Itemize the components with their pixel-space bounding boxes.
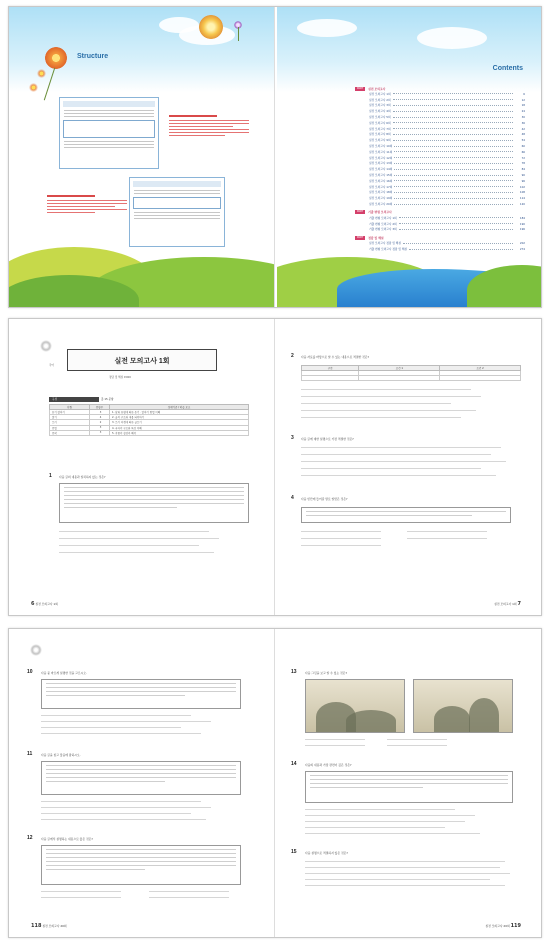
page-footer-left: 6 실전 모의고사 1회 — [31, 601, 58, 607]
toc-item-label: 실전 모의고사 12회 — [369, 155, 393, 160]
toc-item-label: 실전 모의고사 19회 — [369, 196, 393, 201]
answer-option[interactable] — [305, 879, 490, 880]
answer-option[interactable] — [41, 819, 206, 820]
question-text: 다음 글을 읽고 물음에 답하시오. — [41, 753, 81, 757]
toc-leader-dots — [394, 146, 513, 147]
toc-leader-dots — [393, 99, 513, 100]
toc-item-page: 42 — [521, 126, 525, 131]
answer-option[interactable] — [301, 417, 461, 418]
table-cell: 1. 담화 유형에 따른 듣기 · 말하기 방법 이해 — [110, 410, 249, 415]
table-cell: 문법 — [50, 425, 90, 430]
toc-leader-dots — [394, 198, 513, 199]
toc-item-label: 실전 모의고사 4회 — [369, 109, 391, 114]
toc-item-label: 실전 모의고사 8회 — [369, 132, 391, 137]
toc-leader-dots — [399, 229, 513, 230]
table-cell: 3 — [90, 430, 110, 435]
answer-option[interactable] — [41, 721, 211, 722]
answer-option[interactable] — [301, 447, 501, 448]
answer-option[interactable] — [149, 891, 229, 892]
toc-section-header: PART 기출 변형 모의고사 — [357, 210, 392, 215]
toc-item-page: 84 — [521, 167, 525, 172]
toc-item-page: 202 — [519, 241, 525, 246]
page-footer-left: 118 실전 모의고사 20회 — [31, 923, 67, 929]
toc-item-page: 48 — [521, 132, 525, 137]
toc-item-label: 실전 모의고사 7회 — [369, 126, 391, 131]
decorative-flower-icon — [29, 643, 43, 657]
painting-image — [413, 679, 513, 733]
answer-option[interactable] — [41, 801, 201, 802]
cloud-illustration — [297, 19, 357, 37]
exam-title: 실전 모의고사 1회 — [114, 358, 170, 365]
toc-item-page: 30 — [521, 115, 525, 120]
table-cell: 5. 작품의 감상과 해석 — [110, 430, 249, 435]
toc-leader-dots — [393, 122, 513, 123]
toc-item-label: 실전 모의고사 1회 — [369, 91, 391, 96]
answer-option[interactable] — [301, 410, 476, 411]
question-text: 다음 빈칸에 들어갈 말로 알맞은 것은? — [301, 497, 348, 501]
toc-leader-dots — [393, 111, 513, 112]
toc-item-label: 실전 모의고사 11회 — [369, 149, 393, 154]
sun-flower-illustration — [199, 15, 223, 39]
answer-option[interactable] — [305, 827, 445, 828]
small-flower-illustration — [37, 69, 46, 78]
toc-item-label: 실전 모의고사 9회 — [369, 138, 391, 143]
question-number: 10 — [27, 669, 33, 675]
toc-item-page: 36 — [521, 120, 525, 125]
answer-option[interactable] — [407, 531, 487, 532]
toc-item-page: 190 — [519, 221, 525, 226]
table-cell: 3 — [90, 410, 110, 415]
table-cell: 읽기 — [50, 415, 90, 420]
answer-option[interactable] — [41, 733, 201, 734]
question-text: 다음 글에서 설명하는 내용으로 옳은 것은? — [41, 837, 93, 841]
toc-item-label: 기출 변형 모의고사 1회 — [369, 215, 397, 220]
toc-item-page: 196 — [519, 227, 525, 232]
answer-option[interactable] — [305, 867, 500, 868]
answer-option[interactable] — [41, 727, 181, 728]
flower-stem — [238, 27, 239, 41]
answer-option[interactable] — [301, 475, 496, 476]
question-text: 다음 설명으로 적절하지 않은 것은? — [305, 851, 348, 855]
cloud-illustration — [417, 27, 487, 49]
painting-image — [305, 679, 405, 733]
table-cell: 3. 쓰기 과정에 따른 글쓰기 — [110, 420, 249, 425]
decorative-flower-icon — [39, 339, 53, 353]
table-cell: 2. 글의 구조와 내용 파악하기 — [110, 415, 249, 420]
answer-option[interactable] — [59, 545, 199, 546]
structure-note-1 — [169, 115, 249, 138]
toc-item-label: 실전 모의고사 20회 — [369, 202, 393, 207]
toc-leader-dots — [399, 217, 513, 218]
toc-leader-dots — [393, 134, 513, 135]
table-row — [50, 430, 249, 435]
contents-title: Contents — [492, 65, 523, 72]
table-cell: 쓰기 — [50, 420, 90, 425]
answer-option[interactable] — [305, 873, 510, 874]
toc-item-label: 실전 모의고사 2회 — [369, 97, 391, 102]
exam-page-left — [9, 629, 275, 937]
toc-item-label: 실전 모의고사 3회 — [369, 103, 391, 108]
answer-option[interactable] — [301, 403, 451, 404]
answer-option[interactable] — [41, 897, 121, 898]
toc-item-page: 12 — [521, 97, 525, 102]
toc-item-page: 72 — [521, 155, 525, 160]
toc-item-label: 실전 모의고사 13회 — [369, 161, 393, 166]
question-number: 4 — [291, 495, 294, 501]
toc-item-label: 실전 모의고사 16회 — [369, 178, 393, 183]
toc-leader-dots — [394, 180, 513, 181]
table-cell: 3 — [90, 425, 110, 430]
toc-leader-dots — [403, 243, 513, 244]
toc-leader-dots — [394, 186, 513, 187]
toc-item-label: 실전 모의고사 정답 및 해설 — [369, 241, 401, 246]
answer-option[interactable] — [305, 821, 465, 822]
exam-spread-1 — [8, 318, 542, 616]
answer-option[interactable] — [305, 809, 455, 810]
toc-leader-dots — [394, 169, 513, 170]
answer-option[interactable] — [305, 815, 475, 816]
answer-option[interactable] — [301, 396, 481, 397]
question-text: 다음 글의 내용과 일치하지 않는 것은? — [59, 475, 106, 479]
table-of-contents — [355, 83, 525, 252]
toc-leader-dots — [393, 117, 513, 118]
toc-item-label: 실전 모의고사 15회 — [369, 173, 393, 178]
toc-item-page: 60 — [521, 144, 525, 149]
exam-page-left — [9, 319, 275, 615]
answer-option[interactable] — [301, 538, 381, 539]
question-number: 13 — [291, 669, 297, 675]
toc-item-page: 18 — [521, 103, 525, 108]
toc-item-page: 108 — [519, 190, 525, 195]
toc-item[interactable] — [355, 201, 525, 207]
table-cell: 문학 — [50, 430, 90, 435]
answer-option[interactable] — [387, 745, 447, 746]
toc-item-page: 102 — [519, 184, 525, 189]
toc-item-page: 66 — [521, 149, 525, 154]
structure-contents-spread — [8, 6, 542, 308]
answer-option[interactable] — [41, 807, 211, 808]
toc-leader-dots — [394, 157, 513, 158]
toc-item-page: 274 — [519, 247, 525, 252]
toc-item-label: 기출 변형 모의고사 2회 — [369, 221, 397, 226]
sample-page-preview — [59, 97, 159, 169]
answer-option[interactable] — [301, 461, 506, 462]
answer-option[interactable] — [41, 813, 191, 814]
exam-page-right — [277, 629, 542, 937]
exam-spread-2 — [8, 628, 542, 938]
exam-page-right — [277, 319, 542, 615]
table-cell: 2 — [90, 420, 110, 425]
exam-subtitle: 정답 및 해설 P.000 — [109, 376, 131, 379]
data-table: 구분 조건 1 조건 2 — [301, 365, 521, 381]
answer-option[interactable] — [301, 389, 471, 390]
small-flower-illustration — [29, 83, 38, 92]
question-number: 15 — [291, 849, 297, 855]
sample-page-preview — [129, 177, 225, 247]
toc-leader-dots — [394, 175, 513, 176]
toc-item-label: 실전 모의고사 14회 — [369, 167, 393, 172]
structure-note-2 — [47, 195, 127, 215]
toc-leader-dots — [393, 93, 513, 94]
structure-page — [9, 7, 275, 307]
answer-option[interactable] — [59, 552, 214, 553]
toc-item-label: 실전 모의고사 10회 — [369, 144, 393, 149]
toc-leader-dots — [393, 105, 513, 106]
toc-item-label: 기출 변형 모의고사 3회 — [369, 227, 397, 232]
answer-option[interactable] — [387, 739, 447, 740]
toc-item-page: 54 — [521, 138, 525, 143]
reading-passage — [59, 483, 249, 523]
toc-section-header: PART 실전 모의고사 — [357, 86, 386, 91]
subject-tab: 국어 — [49, 364, 55, 367]
exam-structure-table: 단원 문항수 성취기준 / 학습 요소 듣기·말하기 3 1. 담화 유형에 따른 듣기 · 말하기 방법 이해 읽기 4 2. 글의 구조와 내용 파악하기 쓰기 2 3. 쓰기 과정에 따른 글쓰기 문법 3 4. 국어의 구조와 특성 이해 문학 3 5. 작품의 감상과 해석 — [49, 404, 249, 436]
toc-item-page: 96 — [521, 178, 525, 183]
answer-option[interactable] — [59, 538, 219, 539]
toc-item-label: 기출 변형 모의고사 정답 및 해설 — [369, 247, 408, 252]
toc-leader-dots — [394, 204, 513, 205]
toc-item-page: 90 — [521, 173, 525, 178]
question-count: 총 15 문항 — [101, 398, 114, 401]
answer-option[interactable] — [301, 468, 481, 469]
toc-item[interactable] — [355, 227, 525, 233]
toc-item-label: 실전 모의고사 18회 — [369, 190, 393, 195]
question-number: 14 — [291, 761, 297, 767]
toc-item-page: 120 — [519, 202, 525, 207]
question-number: 1 — [49, 473, 52, 479]
question-text: 다음 그림을 보고 알 수 있는 것은? — [305, 671, 347, 675]
answer-option[interactable] — [407, 538, 487, 539]
question-text: 다음의 내용과 가장 관련이 깊은 것은? — [305, 763, 352, 767]
question-text: 다음 자료를 바탕으로 알 수 있는 내용으로 적절한 것은? — [301, 355, 370, 359]
table-cell: 4 — [90, 415, 110, 420]
answer-option[interactable] — [305, 861, 505, 862]
toc-item-label: 실전 모의고사 5회 — [369, 115, 391, 120]
toc-leader-dots — [394, 163, 513, 164]
table-cell: 4. 국어의 구조와 특성 이해 — [110, 425, 249, 430]
answer-option[interactable] — [41, 715, 191, 716]
toc-item-page: 6 — [523, 91, 525, 96]
answer-option[interactable] — [301, 531, 381, 532]
answer-option[interactable] — [59, 531, 209, 532]
answer-option[interactable] — [149, 897, 229, 898]
table-cell: 듣기·말하기 — [50, 410, 90, 415]
question-number: 3 — [291, 435, 294, 441]
answer-option[interactable] — [305, 885, 505, 886]
answer-option[interactable] — [305, 833, 480, 834]
toc-leader-dots — [394, 192, 513, 193]
toc-item-page: 78 — [521, 161, 525, 166]
structure-title: Structure — [77, 53, 109, 60]
reading-passage — [41, 845, 241, 885]
toc-leader-dots — [393, 128, 513, 129]
question-text: 다음 글에 대한 설명으로 가장 적절한 것은? — [301, 437, 354, 441]
page-footer-right: 실전 모의고사 1회 7 — [494, 601, 521, 607]
toc-section-header: PART 정답 및 해설 — [357, 235, 384, 240]
question-number: 12 — [27, 835, 33, 841]
reading-passage — [305, 771, 513, 803]
question-number: 11 — [27, 751, 33, 757]
answer-option[interactable] — [305, 745, 365, 746]
reading-passage — [41, 761, 241, 795]
contents-page — [277, 7, 542, 307]
answer-option[interactable] — [301, 454, 491, 455]
toc-item-page: 114 — [519, 196, 525, 201]
answer-option[interactable] — [305, 739, 365, 740]
toc-item-page: 24 — [521, 109, 525, 114]
toc-item-page: 184 — [519, 215, 525, 220]
toc-leader-dots — [393, 140, 513, 141]
answer-option[interactable] — [301, 545, 381, 546]
toc-leader-dots — [394, 151, 513, 152]
toc-item[interactable] — [355, 246, 525, 252]
toc-item-label: 실전 모의고사 17회 — [369, 184, 393, 189]
given-condition-box — [301, 507, 511, 523]
toc-item-label: 실전 모의고사 6회 — [369, 120, 391, 125]
question-number: 2 — [291, 353, 294, 359]
question-text: 다음 중 바르게 설명한 것을 고르시오. — [41, 671, 87, 675]
toc-leader-dots — [399, 223, 513, 224]
table-heading: 구성 — [49, 397, 99, 402]
page-footer-right: 실전 모의고사 20회 119 — [485, 923, 521, 929]
exam-title-box — [67, 349, 217, 371]
orange-flower-illustration — [45, 47, 67, 69]
toc-leader-dots — [409, 249, 513, 250]
reading-passage — [41, 679, 241, 709]
answer-option[interactable] — [41, 891, 121, 892]
